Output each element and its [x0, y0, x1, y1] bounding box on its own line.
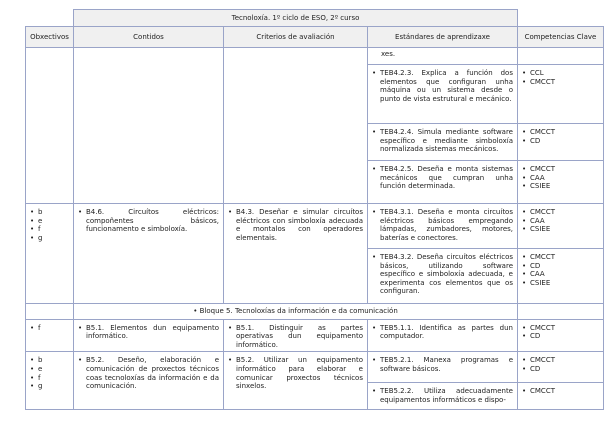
cont-text: • B4.6. Circuítos eléctricos: compoñentes básicos, funcionamento e simboloxía.: [78, 208, 219, 234]
std-text: xes.: [381, 50, 396, 58]
header-row: [26, 27, 604, 48]
obj-item: • g: [30, 382, 69, 391]
cell-std: [368, 48, 518, 65]
crit-text: • B5.1. Distinguir as partes operativas dun equipamento informático.: [228, 324, 363, 350]
std-text: • TEB4.2.4. Simula mediante software específico e mediante simboloxía normalizada sistemas mecánicos.: [372, 128, 513, 154]
col-header-competencias: Competencias Clave: [518, 27, 604, 48]
cell-comp: [518, 204, 604, 249]
comp-item: • CMCCT: [522, 356, 599, 365]
cell-std: [368, 319, 518, 352]
comp-item: • CSIEE: [522, 182, 599, 191]
comp-item: • CD: [522, 262, 599, 271]
cell-comp: [518, 48, 604, 65]
table-row: [26, 204, 604, 249]
section-spacer-right: [518, 304, 604, 320]
std-text: • TEB4.2.3. Explica a función dos elementos que configuran unha máquina ou un sistema desde o punto de vista estrutural e mecánico.: [372, 69, 513, 103]
cont-text: • B5.1. Elementos dun equipamento informático.: [78, 324, 219, 341]
obj-item: • e: [30, 217, 69, 226]
comp-item: • CD: [522, 332, 599, 341]
std-text: • TEB4.2.5. Deseña e monta sistemas mecánicos que cumpran unha función determinada.: [372, 165, 513, 191]
cell-comp: [518, 249, 604, 304]
comp-item: • CSIEE: [522, 279, 599, 288]
crit-text: • B4.3. Deseñar e simular circuítos eléctricos con simboloxía adecuada e montalos con operadores elementais.: [228, 208, 363, 242]
cell-std: [368, 124, 518, 161]
cell-cont: [74, 48, 224, 204]
cell-obj: [26, 48, 74, 204]
col-header-criterios: Criterios de avaliación: [224, 27, 368, 48]
curriculum-table: [25, 9, 604, 410]
cell-std: [368, 249, 518, 304]
cell-obj: [26, 204, 74, 304]
table-row: [26, 352, 604, 383]
table-title: Tecnoloxía. 1º ciclo de ESO, 2º curso: [74, 10, 518, 27]
cell-obj: [26, 352, 74, 410]
cell-obj: [26, 319, 74, 352]
obj-item: • f: [30, 225, 69, 234]
std-text: • TEB5.2.1. Manexa programas e software básicos.: [372, 356, 513, 373]
std-text: • TEB5.1.1. Identifica as partes dun computador.: [372, 324, 513, 341]
comp-item: • CMCCT: [522, 128, 599, 137]
obj-item: • e: [30, 365, 69, 374]
comp-item: • CSIEE: [522, 225, 599, 234]
title-spacer: [26, 10, 74, 27]
cell-std: [368, 65, 518, 124]
title-spacer-right: [518, 10, 604, 27]
col-header-contidos: Contidos: [74, 27, 224, 48]
cell-cont: [74, 204, 224, 304]
cell-std: [368, 161, 518, 204]
section-title: [74, 304, 518, 320]
cell-comp: [518, 124, 604, 161]
bullet-glyph: •: [193, 307, 200, 315]
cell-crit: [224, 352, 368, 410]
comp-item: • CD: [522, 365, 599, 374]
cell-crit: [224, 204, 368, 304]
cont-text: • B5.2. Deseño, elaboración e comunicación de proxectos técnicos coas tecnoloxías da información e da comunicación.: [78, 356, 219, 390]
cell-comp: [518, 383, 604, 410]
obj-item: • f: [30, 324, 69, 333]
cell-crit: [224, 319, 368, 352]
obj-item: • f: [30, 374, 69, 383]
section-spacer: [26, 304, 74, 320]
comp-item: • CD: [522, 137, 599, 146]
cell-std: [368, 383, 518, 410]
comp-item: • CAA: [522, 174, 599, 183]
table-row: [26, 48, 604, 65]
comp-item: • CCL: [522, 69, 599, 78]
std-text: • TEB4.3.1. Deseña e monta circuítos eléctricos básicos empregando lámpadas, zumbadores, motores, baterías e conectores.: [372, 208, 513, 242]
cell-crit: [224, 48, 368, 204]
comp-item: • CAA: [522, 217, 599, 226]
cell-comp: [518, 65, 604, 124]
cell-std: [368, 204, 518, 249]
std-text: • TEB5.2.2. Utiliza adecuadamente equipamentos informáticos e dispo-: [372, 387, 513, 404]
col-header-obxectivos: Obxectivos: [26, 27, 74, 48]
comp-item: • CMCCT: [522, 387, 599, 396]
cell-comp: [518, 161, 604, 204]
obj-item: • g: [30, 234, 69, 243]
comp-item: • CAA: [522, 270, 599, 279]
comp-item: • CMCCT: [522, 165, 599, 174]
crit-text: • B5.2. Utilizar un equipamento informático para elaborar e comunicar proxectos técnicos sinxelos.: [228, 356, 363, 390]
comp-item: • CMCCT: [522, 208, 599, 217]
comp-item: • CMCCT: [522, 78, 599, 87]
comp-item: • CMCCT: [522, 324, 599, 333]
cell-comp: [518, 352, 604, 383]
cell-cont: [74, 352, 224, 410]
cell-std: [368, 352, 518, 383]
col-header-estandares: Estándares de aprendizaxe: [368, 27, 518, 48]
obj-item: • b: [30, 356, 69, 365]
obj-item: • b: [30, 208, 69, 217]
comp-item: • CMCCT: [522, 253, 599, 262]
std-text: • TEB4.3.2. Deseña circuítos eléctricos básicos, utilizando software específico e simboloxía adecuada, e experimenta cos elementos que os configuran.: [372, 253, 513, 296]
section-title-text: Bloque 5. Tecnoloxías da información e da comunicación: [199, 307, 398, 315]
section-row: [26, 304, 604, 320]
title-row: [26, 10, 604, 27]
cell-cont: [74, 319, 224, 352]
table-row: [26, 319, 604, 352]
cell-comp: [518, 319, 604, 352]
